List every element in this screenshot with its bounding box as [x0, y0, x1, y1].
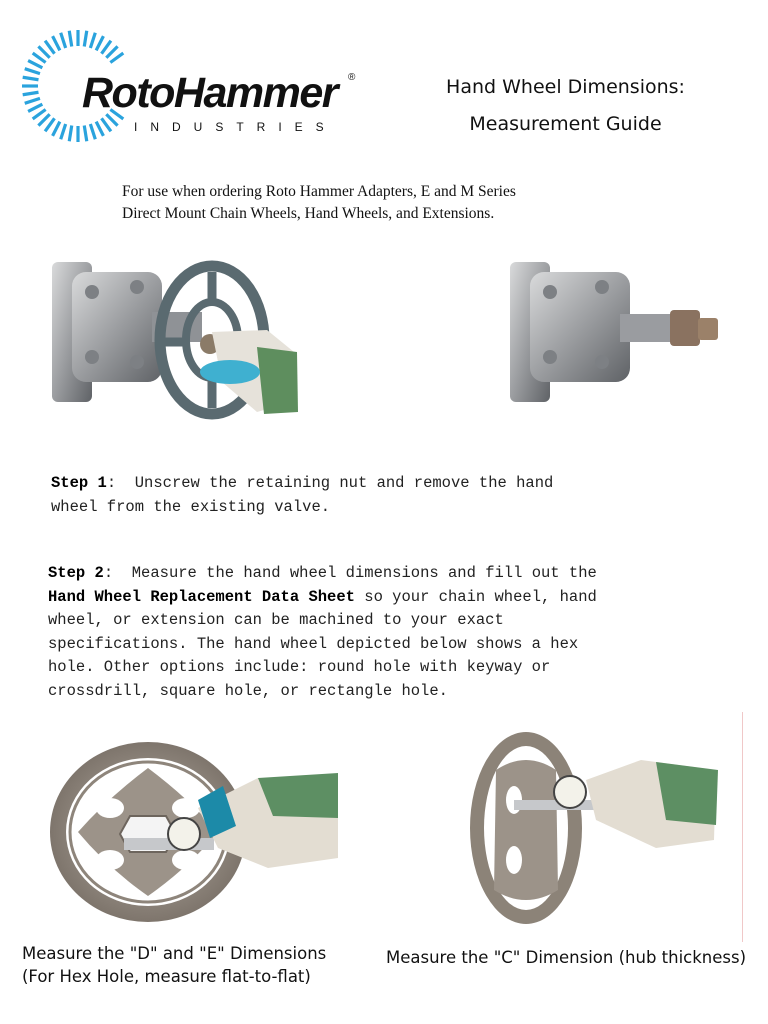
logo-brand-text: RotoHammer [82, 69, 337, 117]
step2-label: Step 2 [48, 564, 104, 582]
sunburst-ray [90, 124, 95, 139]
sunburst-ray [25, 98, 40, 103]
sunburst-ray [23, 92, 39, 95]
step2-text: specifications. The hand wheel depicted below shows a hex [48, 634, 579, 653]
sunburst-ray [25, 69, 40, 74]
sunburst-ray [33, 53, 46, 62]
sunburst-ray [61, 124, 66, 139]
step2-colon: : [103, 564, 114, 582]
company-logo [20, 28, 365, 144]
sunburst-ray [96, 36, 103, 50]
step1-text: Unscrew the retaining nut and remove the hand [134, 474, 554, 492]
intro-paragraph [122, 181, 682, 225]
sunburst-ray [28, 61, 42, 68]
sunburst-ray [102, 41, 111, 54]
sunburst-ray [102, 118, 111, 131]
step1-paragraph [51, 472, 731, 519]
step2-text: hole. Other options include: round hole with keyway or [48, 658, 551, 676]
measure-c-photo [466, 730, 726, 930]
caption-c-dimension: Measure the "C" Dimension (hub thickness) [386, 948, 747, 967]
step2-text: wheel, or extension can be machined to your exact [48, 611, 504, 629]
logo-tagline: INDUSTRIES [134, 120, 337, 134]
caption-de-dimensions [22, 942, 362, 988]
step1-colon: : [106, 474, 117, 492]
caption-line: (For Hex Hole, measure flat-to-flat) [22, 967, 311, 986]
data-sheet-name: Hand Wheel Replacement Data Sheet [48, 587, 355, 606]
sunburst-ray [53, 36, 60, 50]
sunburst-ray [45, 41, 54, 54]
step2-text: crossdrill, square hole, or rectangle hole. [48, 681, 448, 700]
sunburst-ray [110, 53, 123, 62]
sunburst-ray [38, 46, 49, 57]
step1-label: Step 1 [51, 474, 107, 492]
step1-text: wheel from the existing valve. [51, 497, 331, 516]
caption-line: Measure the "D" and "E" Dimensions [22, 944, 327, 963]
sunburst-ray [53, 122, 60, 136]
sunburst-ray [61, 33, 66, 48]
valve-with-handwheel-photo [52, 252, 300, 432]
sunburst-ray [45, 118, 54, 131]
page-title-line2: Measurement Guide [469, 113, 662, 135]
step2-text: Measure the hand wheel dimensions and fill out the [131, 564, 597, 582]
intro-line: Direct Mount Chain Wheels, Hand Wheels, and Extensions. [122, 205, 495, 222]
measure-de-photo [48, 738, 338, 928]
sunburst-ray [23, 77, 39, 80]
step2-text: so your chain wheel, hand [364, 587, 597, 606]
divider-line [742, 712, 743, 942]
registered-mark: ® [348, 72, 356, 83]
sunburst-ray [69, 31, 72, 47]
sunburst-ray [28, 104, 42, 111]
step2-paragraph [48, 562, 738, 703]
sunburst-ray [33, 110, 46, 119]
intro-line: For use when ordering Roto Hammer Adapters, E and M Series [122, 183, 516, 200]
sunburst-ray [84, 31, 87, 47]
sunburst-ray [38, 114, 49, 125]
sunburst-ray [90, 33, 95, 48]
sunburst-ray [96, 122, 103, 136]
sunburst-ray [106, 46, 117, 57]
page-title-line1: Hand Wheel Dimensions: [446, 76, 685, 98]
valve-without-handwheel-photo [510, 252, 728, 412]
sunburst-ray [69, 126, 72, 142]
sunburst-ray [84, 126, 87, 142]
